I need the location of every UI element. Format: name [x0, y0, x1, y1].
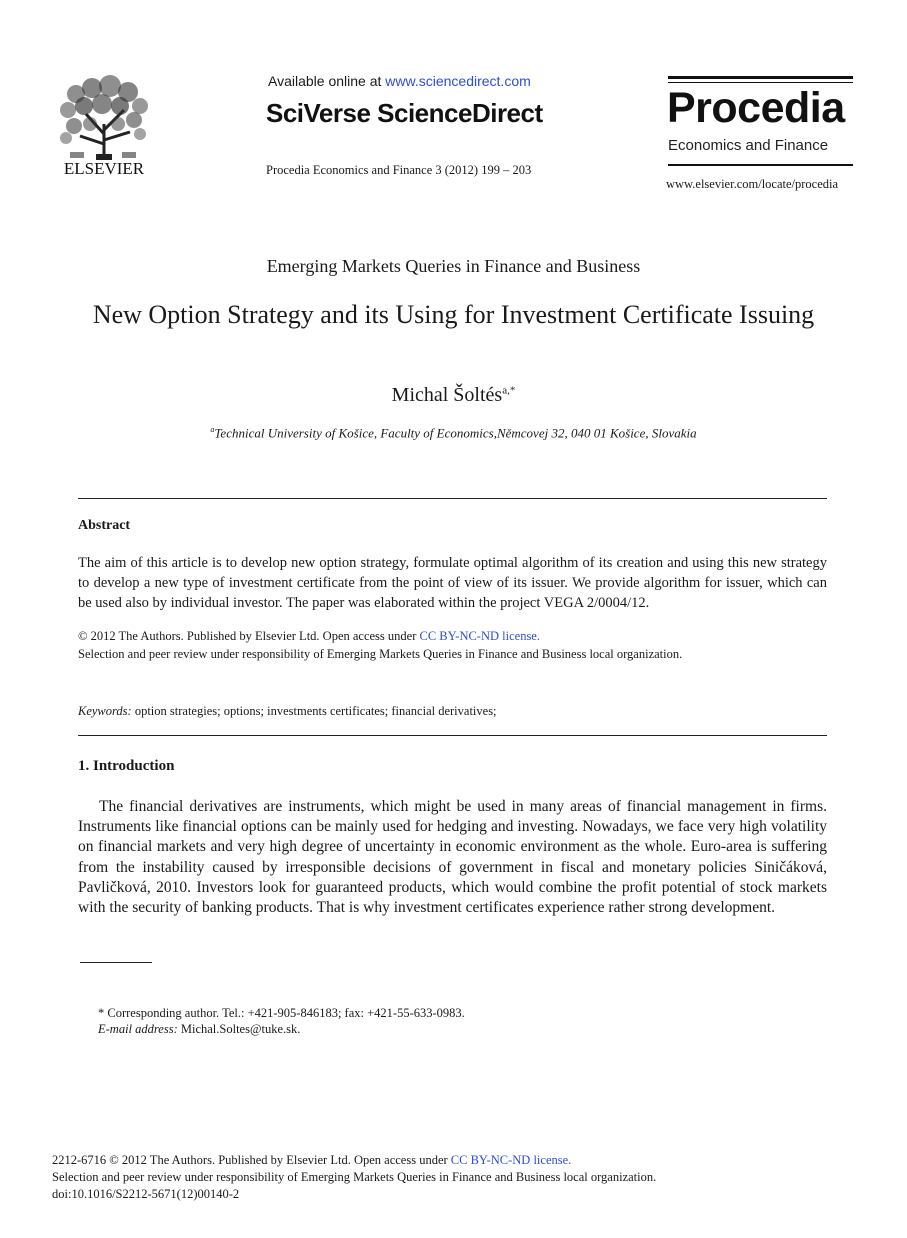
footnote-rule [80, 962, 152, 963]
divider [78, 498, 827, 499]
keywords-list: option strategies; options; investments certificates; financial derivatives; [131, 704, 497, 718]
license-link[interactable]: CC BY-NC-ND license. [419, 629, 540, 643]
bottom-license-link[interactable]: CC BY-NC-ND license. [450, 1153, 572, 1167]
procedia-url[interactable]: www.elsevier.com/locate/procedia [666, 177, 839, 191]
available-online [268, 73, 531, 89]
procedia-subtitle: Economics and Finance [668, 137, 829, 154]
procedia-rule [668, 82, 853, 83]
affiliation-mark: a [210, 425, 215, 434]
email-address[interactable]: Michal.Soltes@tuke.sk. [177, 1022, 301, 1036]
keywords-label: Keywords: [78, 704, 132, 718]
available-label: Available online at [268, 73, 386, 89]
abstract-heading: Abstract [78, 518, 131, 533]
copyright-text: © 2012 The Authors. Published by Elsevier Ltd. Open access under [78, 629, 420, 643]
issn-copyright [52, 1153, 571, 1168]
peer-review-note: Selection and peer review under responsibility of Emerging Markets Queries in Finance and Business local organization. [78, 647, 683, 661]
affiliation [0, 425, 907, 441]
journal-reference: Procedia Economics and Finance 3 (2012) 199 – 203 [266, 163, 532, 177]
paper-title: New Option Strategy and its Using for Investment Certificate Issuing [92, 300, 815, 329]
copyright-line [78, 629, 540, 644]
divider [78, 735, 827, 736]
sciverse-brand: SciVerse ScienceDirect [266, 98, 543, 128]
corresponding-author-note: * Corresponding author. Tel.: +421-905-846183; fax: +421-55-633-0983. [98, 1006, 465, 1020]
abstract-body: The aim of this article is to develop new option strategy, formulate optimal algorithm of its creation and using this new strategy to develop a new type of investment certificate from the point of view of its issuer. We provide algorithm for issuer, which can be used also by individual investor. The paper was elaborated within the project VEGA 2/0004/12. [78, 555, 827, 611]
email-label: E-mail address: [98, 1022, 178, 1036]
author-line [0, 384, 907, 407]
svg-text:ELSEVIER: ELSEVIER [63, 159, 145, 178]
affiliation-text: Technical University of Košice, Faculty of Economics,Němcovej 32, 040 01 Košice, Slovakia [214, 425, 697, 441]
conference-name: Emerging Markets Queries in Finance and Business [266, 256, 641, 276]
introduction-heading: 1. Introduction [78, 758, 175, 774]
procedia-rule [668, 164, 853, 166]
keywords [78, 704, 497, 719]
email-note [98, 1022, 300, 1037]
issn-text: 2212-6716 © 2012 The Authors. Published by Elsevier Ltd. Open access under [52, 1153, 451, 1167]
sciencedirect-link[interactable]: www.sciencedirect.com [385, 73, 531, 89]
author-marks: a,* [502, 384, 516, 397]
procedia-rule [668, 76, 853, 79]
bottom-peer-review: Selection and peer review under responsibility of Emerging Markets Queries in Finance and Business local organization. [52, 1170, 657, 1184]
elsevier-logo [56, 74, 152, 180]
elsevier-tree-icon [56, 74, 152, 180]
introduction-body: The financial derivatives are instruments, which might be used in many areas of financial management in firms. Instruments like financial options can be mainly used for hedging and investing. Nowadays, we face very high volatility on financial markets and very high degree of uncertainty in economic environment as the whole. Euro-area is suffering from the instability caused by irresponsible decisions of government in fiscal and monetary policies Siničáková, Pavličková, 2010. Investors look for guaranteed products, which would combine the profit potential of stock markets with the security of banking products. That is why investment certificates experience rather strong development. [78, 798, 827, 917]
doi[interactable]: doi:10.1016/S2212-5671(12)00140-2 [52, 1187, 240, 1201]
author-name: Michal Šoltés [391, 384, 503, 406]
procedia-title: Procedia [667, 84, 845, 132]
